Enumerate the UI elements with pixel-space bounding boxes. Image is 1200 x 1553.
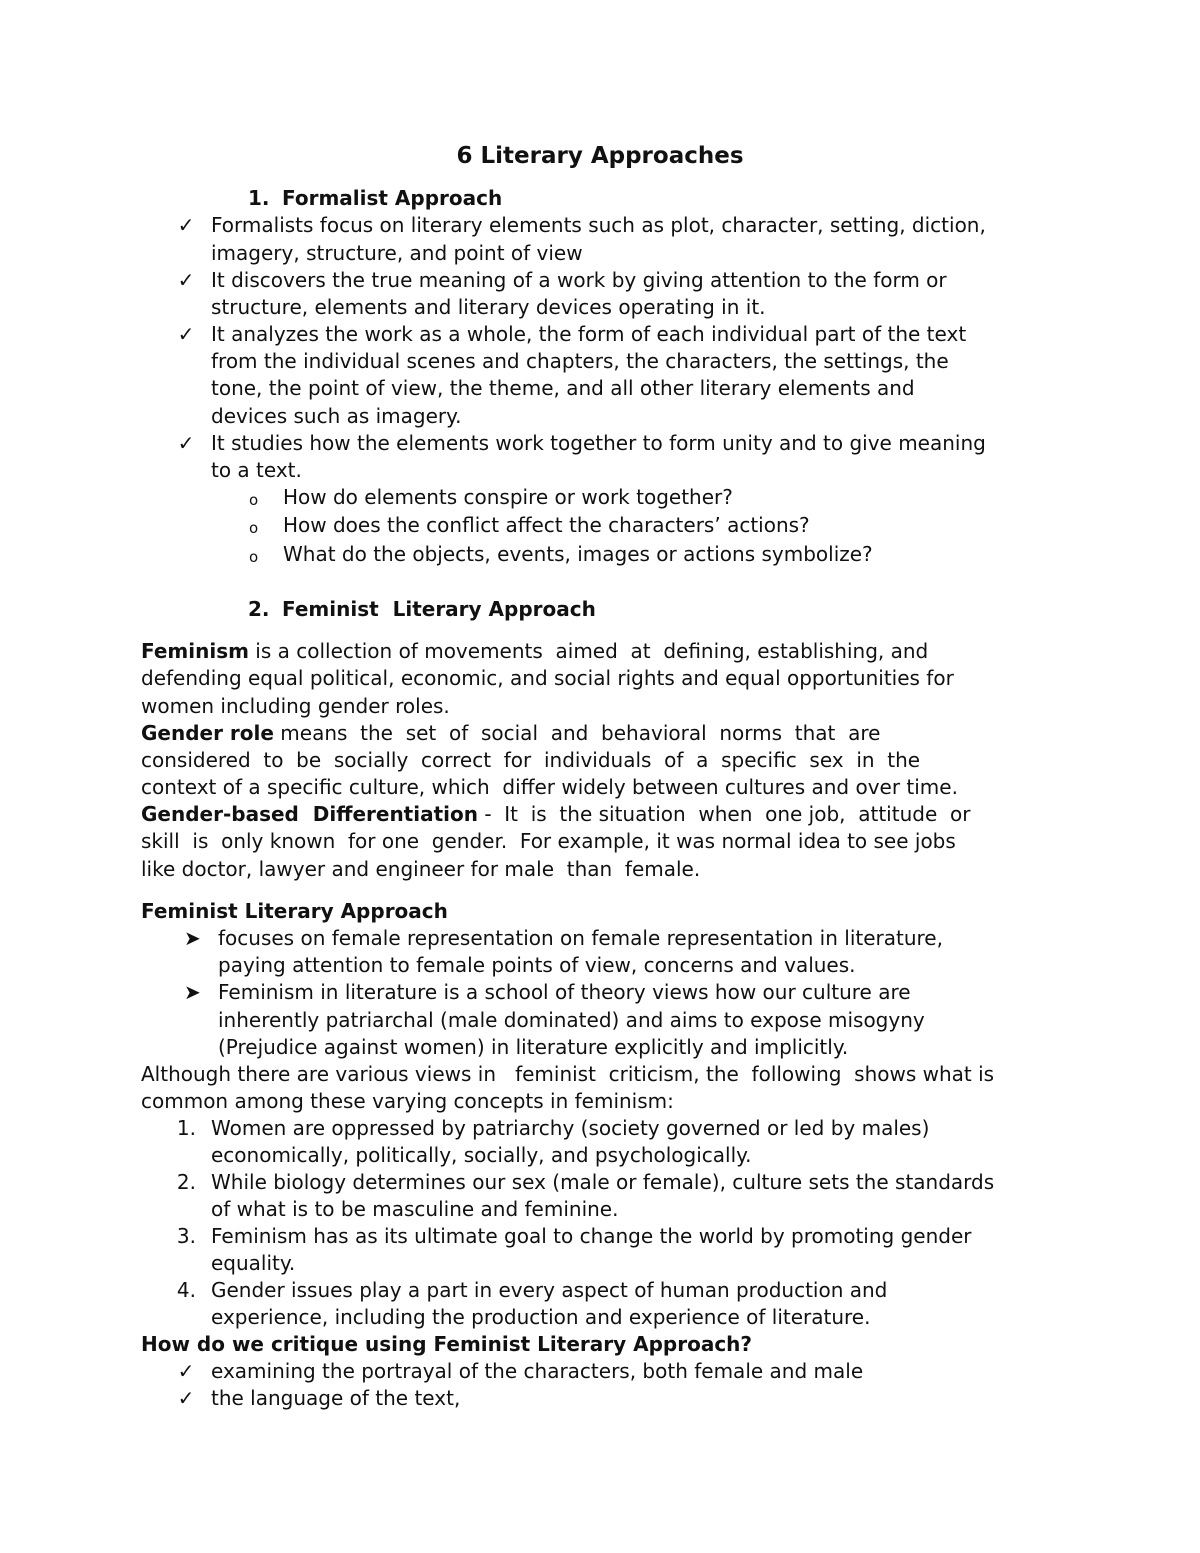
- numbered-item-line: experience, including the production and experience of literature.: [211, 1305, 871, 1329]
- definition-line: context of a specific culture, which differ widely between cultures and over time.: [141, 775, 958, 799]
- term-gender-based-differentiation: Gender-based Differentiation: [141, 802, 478, 826]
- critique-heading: How do we critique using Feminist Literary Approach?: [141, 1332, 753, 1356]
- definition-text: is a collection of movements aimed at defining, establishing, and: [248, 639, 929, 663]
- list-number: 3.: [176, 1224, 196, 1248]
- numbered-item-line: Women are oppressed by patriarchy (society governed or led by males): [211, 1116, 930, 1140]
- list-number: 4.: [176, 1278, 196, 1302]
- critique-bullet-line: the language of the text,: [211, 1386, 461, 1410]
- numbered-item-line: economically, politically, socially, and psychologically.: [211, 1143, 752, 1167]
- bullet-line: imagery, structure, and point of view: [211, 241, 583, 265]
- list-number: 1.: [176, 1116, 196, 1140]
- definition-line: women including gender roles.: [141, 694, 450, 718]
- check-mark-icon: ✓: [177, 322, 195, 346]
- bullet-line: It studies how the elements work together to form unity and to give meaning: [211, 431, 986, 455]
- check-mark-icon: ✓: [177, 268, 195, 292]
- arrowhead-bullet-icon: ➤: [184, 926, 201, 950]
- definition-gender-role: [141, 720, 880, 747]
- sub-bullet-line: How does the conflict affect the characters’ actions?: [283, 513, 810, 537]
- list-number: 2.: [176, 1170, 196, 1194]
- sub-bullet-line: How do elements conspire or work together?: [283, 485, 733, 509]
- bullet-line: from the individual scenes and chapters, the characters, the settings, the: [211, 349, 949, 373]
- bullet-line: to a text.: [211, 458, 302, 482]
- hollow-circle-bullet-icon: o: [249, 519, 259, 537]
- arrow-bullet-line: focuses on female representation on female representation in literature,: [218, 926, 943, 950]
- arrow-bullet-line: inherently patriarchal (male dominated) and aims to expose misogyny: [218, 1008, 925, 1032]
- definition-text: - It is the situation when one job, attitude or: [477, 802, 971, 826]
- term-gender-role: Gender role: [141, 721, 274, 745]
- check-mark-icon: ✓: [177, 1386, 195, 1410]
- numbered-item-line: equality.: [211, 1251, 296, 1275]
- bullet-line: It discovers the true meaning of a work by giving attention to the form or: [211, 268, 947, 292]
- bullet-line: structure, elements and literary devices operating in it.: [211, 295, 766, 319]
- term-feminism: Feminism: [141, 639, 249, 663]
- hollow-circle-bullet-icon: o: [249, 548, 259, 566]
- sub-bullet-line: What do the objects, events, images or actions symbolize?: [283, 542, 873, 566]
- definition-feminism: [141, 638, 928, 665]
- intro-line: common among these varying concepts in feminism:: [141, 1089, 674, 1113]
- numbered-item-line: While biology determines our sex (male or female), culture sets the standards: [211, 1170, 995, 1194]
- numbered-item-line: Gender issues play a part in every aspect of human production and: [211, 1278, 888, 1302]
- arrowhead-bullet-icon: ➤: [184, 980, 201, 1004]
- arrow-bullet-line: paying attention to female points of view, concerns and values.: [218, 953, 856, 977]
- numbered-item-line: Feminism has as its ultimate goal to change the world by promoting gender: [211, 1224, 972, 1248]
- bullet-line: tone, the point of view, the theme, and all other literary elements and: [211, 376, 915, 400]
- check-mark-icon: ✓: [177, 213, 195, 237]
- arrow-bullet-line: Feminism in literature is a school of theory views how our culture are: [218, 980, 911, 1004]
- bullet-line: devices such as imagery.: [211, 404, 462, 428]
- check-mark-icon: ✓: [177, 1359, 195, 1383]
- check-mark-icon: ✓: [177, 431, 195, 455]
- section-1-number: 1.: [248, 186, 270, 210]
- definition-gender-based-differentiation: [141, 801, 970, 828]
- page-title: 6 Literary Approaches: [456, 143, 744, 169]
- section-1-heading: Formalist Approach: [282, 186, 503, 210]
- definition-line: like doctor, lawyer and engineer for male than female.: [141, 857, 701, 881]
- bullet-line: It analyzes the work as a whole, the form of each individual part of the text: [211, 322, 967, 346]
- numbered-item-line: of what is to be masculine and feminine.: [211, 1197, 619, 1221]
- hollow-circle-bullet-icon: o: [249, 491, 259, 509]
- arrow-bullet-line: (Prejudice against women) in literature explicitly and implicitly.: [218, 1035, 849, 1059]
- definition-line: considered to be socially correct for individuals of a specific sex in the: [141, 748, 921, 772]
- section-2-heading: Feminist Literary Approach: [282, 597, 596, 621]
- intro-line: Although there are various views in feminist criticism, the following shows what is: [141, 1062, 995, 1086]
- feminist-approach-subheading: Feminist Literary Approach: [141, 899, 448, 923]
- section-2-number: 2.: [248, 597, 270, 621]
- definition-line: defending equal political, economic, and social rights and equal opportunities for: [141, 666, 954, 690]
- bullet-line: Formalists focus on literary elements such as plot, character, setting, diction,: [211, 213, 986, 237]
- critique-bullet-line: examining the portrayal of the characters, both female and male: [211, 1359, 864, 1383]
- definition-text: means the set of social and behavioral norms that are: [273, 721, 881, 745]
- definition-line: skill is only known for one gender. For example, it was normal idea to see jobs: [141, 829, 956, 853]
